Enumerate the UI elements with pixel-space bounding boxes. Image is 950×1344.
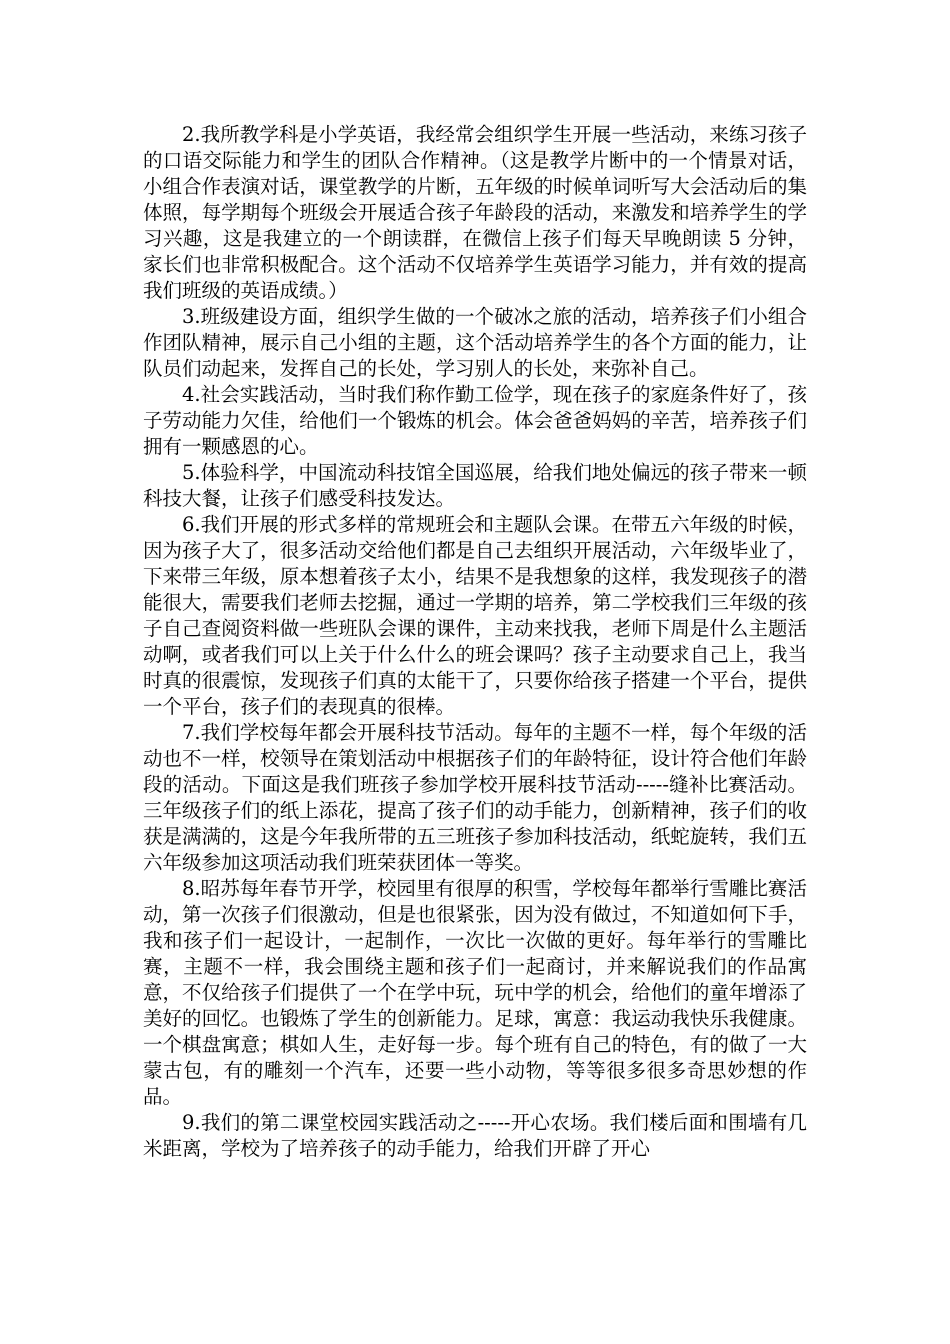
document-body: [143, 122, 807, 1162]
paragraph-class-building: 3.班级建设方面，组织学生做的一个破冰之旅的活动，培养孩子们小组合作团队精神，展示自己小组的主题，这个活动培养学生的各个方面的能力，让队员们动起来，发挥自己的长处，学习别人的长处，来弥补自己。: [143, 305, 807, 380]
paragraph-happy-farm: 9.我们的第二课堂校园实践活动之-----开心农场。我们楼后面和围墙有几米距离，学校为了培养孩子的动手能力，给我们开辟了开心: [143, 1111, 807, 1160]
paragraph-science-experience: 5.体验科学，中国流动科技馆全国巡展，给我们地处偏远的孩子带来一顿科技大餐，让孩子们感受科技发达。: [143, 461, 807, 510]
paragraph-class-meetings: 6.我们开展的形式多样的常规班会和主题队会课。在带五六年级的时候，因为孩子大了，很多活动交给他们都是自己去组织开展活动，六年级毕业了，下来带三年级，原本想着孩子太小，结果不是我想象的这样，我发现孩子的潜能很大，需要我们老师去挖掘，通过一学期的培养，第二学校我们三年级的孩子自己查阅资料做一些班队会课的课件，主动来找我，老师下周是什么主题活动啊，或者我们可以上关于什么什么的班会课吗？孩子主动要求自己上，我当时真的很震惊，发现孩子们真的太能干了，只要你给孩子搭建一个平台，提供一个平台，孩子们的表现真的很棒。: [143, 513, 807, 718]
paragraph-social-practice: 4.社会实践活动，当时我们称作勤工俭学，现在孩子的家庭条件好了，孩子劳动能力欠佳，给他们一个锻炼的机会。体会爸爸妈妈的辛苦，培养孩子们拥有一颗感恩的心。: [143, 383, 807, 458]
paragraph-english-activities: 2.我所教学科是小学英语，我经常会组织学生开展一些活动，来练习孩子的口语交际能力和学生的团队合作精神。（这是教学片断中的一个情景对话，小组合作表演对话，课堂教学的片断，五年级的时候单词听写大会活动后的集体照，每学期每个班级会开展适合孩子年龄段的活动，来激发和培养学生的学习兴趣，这是我建立的一个朗读群，在微信上孩子们每天早晚朗读 5 分钟，家长们也非常积极配合。这个活动不仅培养学生英语学习能力，并有效的提高我们班级的英语成绩。）: [143, 123, 807, 302]
paragraph-science-festival: 7.我们学校每年都会开展科技节活动。每年的主题不一样，每个年级的活动也不一样，校领导在策划活动中根据孩子们的年龄特征，设计符合他们年龄段的活动。下面这是我们班孩子参加学校开展科技节活动-----缝补比赛活动。三年级孩子们的纸上添花，提高了孩子们的动手能力，创新精神，孩子们的收获是满满的，这是今年我所带的五三班孩子参加科技活动，纸蛇旋转，我们五六年级参加这项活动我们班荣获团体一等奖。: [143, 721, 807, 874]
paragraph-snow-sculpture: 8.昭苏每年春节开学，校园里有很厚的积雪，学校每年都举行雪雕比赛活动，第一次孩子们很激动，但是也很紧张，因为没有做过，不知道如何下手，我和孩子们一起设计，一起制作，一次比一次做的更好。每年举行的雪雕比赛，主题不一样，我会围绕主题和孩子们一起商讨，并来解说我们的作品寓意，不仅给孩子们提供了一个在学中玩，玩中学的机会，给他们的童年增添了美好的回忆。也锻炼了学生的创新能力。足球，寓意：我运动我快乐我健康。一个棋盘寓意；棋如人生，走好每一步。每个班有自己的特色，有的做了一大蒙古包，有的雕刻一个汽车，还要一些小动物，等等很多很多奇思妙想的作品。: [143, 877, 807, 1108]
